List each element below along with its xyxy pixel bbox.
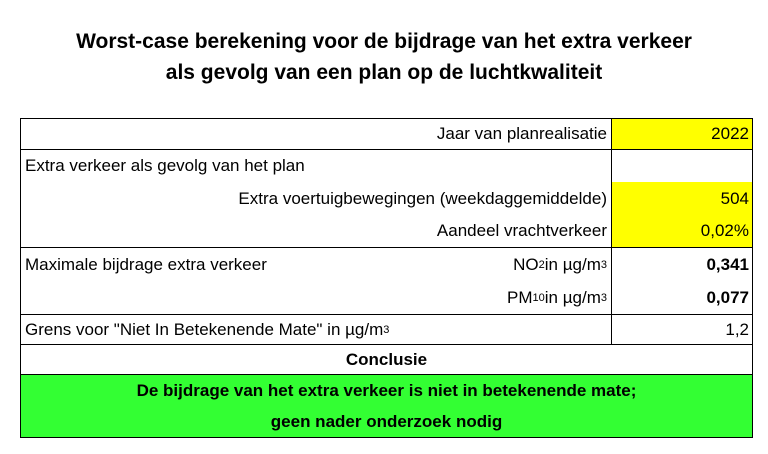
limit-text: Grens voor "Niet In Betekenende Mate" in µg/m: [25, 319, 384, 339]
limit-label: Grens voor "Niet In Betekenende Mate" in µg/m 3: [25, 319, 390, 339]
limit-value-cell: [611, 315, 752, 344]
row-conclusion-heading: [21, 345, 752, 375]
row-extra-traffic: [21, 150, 752, 182]
movements-label: Extra voertuigbewegingen (weekdaggemiddelde): [238, 188, 607, 208]
truck-share-label: Aandeel vrachtverkeer: [436, 221, 607, 240]
conclusion-box: [21, 375, 752, 437]
conclusion-line-1: De bijdrage van het extra verkeer is niet in betekenende mate;: [136, 380, 637, 400]
row-truck-share: [21, 215, 752, 248]
row-pm10: [21, 281, 752, 315]
truck-share-value: 0,02%: [700, 221, 749, 240]
row-movements: [21, 182, 752, 215]
year-value: 2022: [711, 124, 749, 143]
calculation-table: [20, 118, 753, 438]
no2-value: 0,341: [706, 254, 749, 274]
limit-value: 1,2: [725, 319, 749, 339]
year-label: Jaar van planrealisatie: [436, 124, 607, 143]
conclusion-line-2: geen nader onderzoek nodig: [270, 411, 503, 431]
title-line-2: als gevolg van een plan op de luchtkwaliteit: [165, 61, 603, 84]
row-no2: [21, 248, 752, 281]
no2-main: NO: [513, 254, 539, 274]
row-limit: [21, 315, 752, 345]
row-year: [21, 119, 752, 150]
conclusion-heading: Conclusie: [345, 349, 428, 369]
pm10-value: 0,077: [706, 287, 749, 307]
truck-share-value-cell[interactable]: [611, 215, 752, 247]
page-title: [0, 26, 768, 88]
pm10-unit: in µg/m: [544, 287, 601, 307]
pm10-value-cell: [611, 281, 752, 314]
extra-traffic-label: Extra verkeer als gevolg van het plan: [25, 156, 305, 175]
year-value-cell[interactable]: [611, 119, 752, 149]
extra-traffic-empty-cell: [611, 150, 752, 182]
movements-value-cell[interactable]: [611, 182, 752, 215]
no2-label: NO 2 in µg/m 3: [513, 254, 607, 274]
pm10-label: PM 10 in µg/m 3: [507, 287, 607, 307]
title-line-1: Worst-case berekening voor de bijdrage van het extra verkeer: [76, 30, 692, 53]
no2-unit: in µg/m: [544, 254, 601, 274]
pm10-main: PM: [507, 287, 533, 307]
movements-value: 504: [720, 188, 749, 208]
max-contribution-label: Maximale bijdrage extra verkeer: [25, 254, 267, 274]
no2-value-cell: [611, 248, 752, 281]
